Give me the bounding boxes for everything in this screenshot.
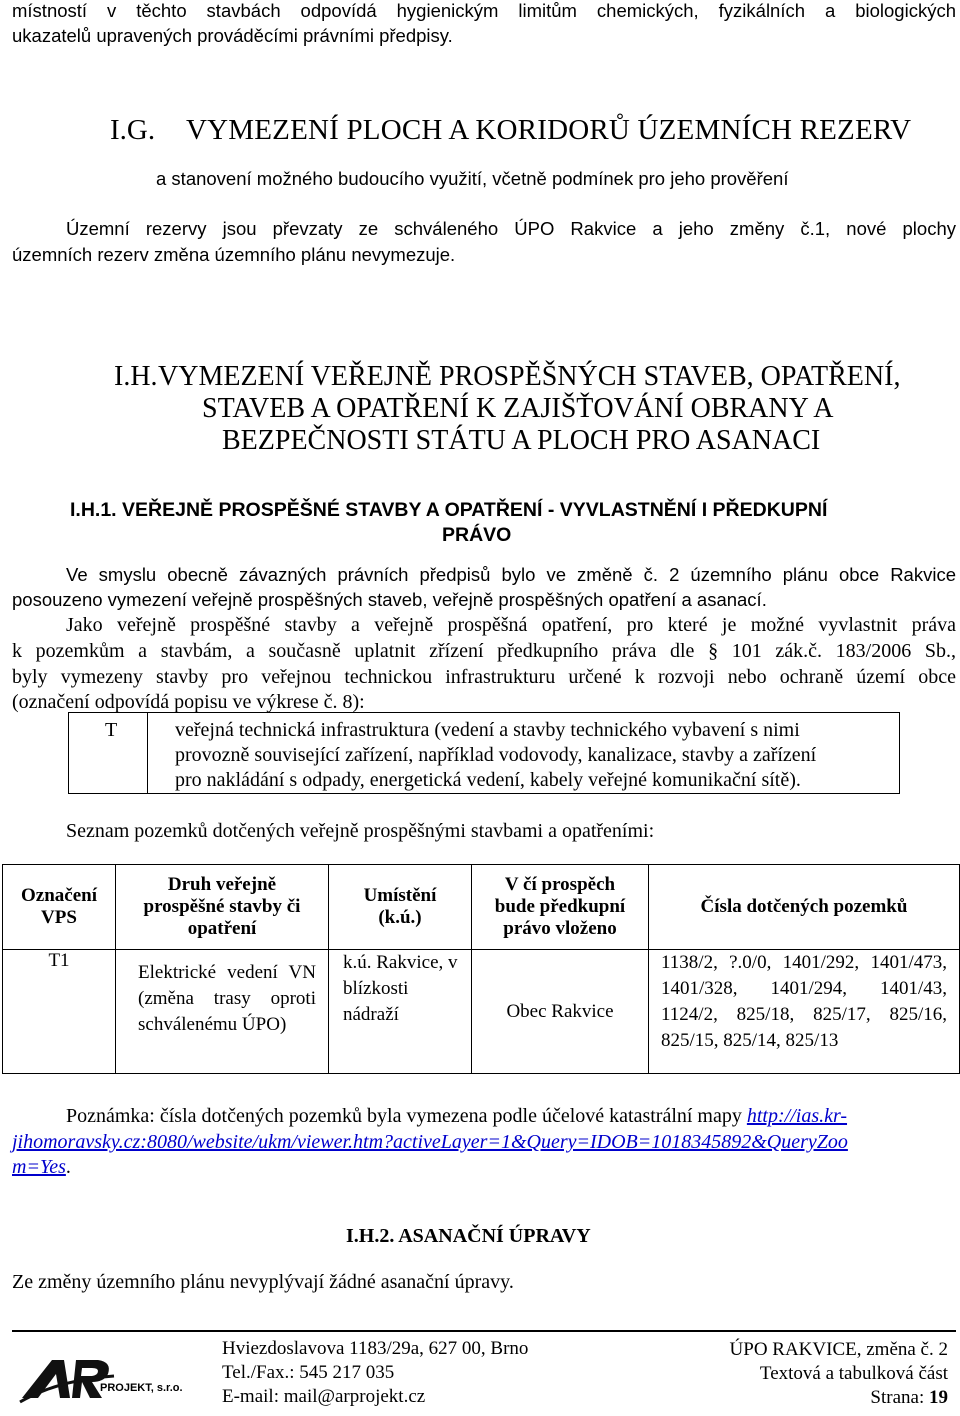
table-row <box>3 950 960 1074</box>
column-header: Umístění (k.ú.) <box>329 865 472 950</box>
note-text <box>66 1105 847 1128</box>
section-number: I.G. <box>110 114 156 146</box>
text-line: ukazatelů upravených prováděcími právními předpisy. <box>12 25 453 46</box>
footer-doc-title: ÚPO RAKVICE, změna č. 2 <box>729 1339 948 1360</box>
text-line: územních rezerv změna územního plánu nevymezuje. <box>12 244 456 265</box>
logo-text: PROJEKT, s.r.o. <box>100 1382 183 1394</box>
table-cell: T1 <box>3 950 116 1074</box>
text-line: (označení odpovídá popisu ve výkrese č. 8): <box>12 691 365 713</box>
footer-document-info <box>730 1338 948 1410</box>
table-cell: 1138/2, ?.0/0, 1401/292, 1401/473, 1401/328, 1401/294, 1401/43, 1124/2, 825/18, 825/17, 825/16, 825/15, 825/14, 825/13 <box>649 950 960 1074</box>
subsection-title: I.H.1. VEŘEJNĚ PROSPĚŠNÉ STAVBY A OPATŘENÍ - VYVLASTNĚNÍ I PŘEDKUPNÍ <box>70 499 828 521</box>
category-description: pro nakládání s odpady, energetická vedení, kabely veřejné komunikační sítě). <box>175 769 801 791</box>
note-end: . <box>65 1156 71 1178</box>
text-line: k pozemkům a stavbám, a současně uplatnit zřízení předkupního práva dle § 101 zák.č. 183/2006 Sb., <box>12 640 956 662</box>
text-line: byly vymezeny stavby pro veřejnou technickou infrastrukturu určené k rozvoji nebo ochraně území obce <box>12 666 956 688</box>
footer-divider <box>12 1330 956 1332</box>
note-text <box>12 1131 848 1154</box>
table-cell: Obec Rakvice <box>472 950 649 1074</box>
text-line: Územní rezervy jsou převzaty ze schváleného ÚPO Rakvice a jeho změny č.1, nové plochy <box>66 218 956 239</box>
category-description: provozně související zařízení, například vodovody, kanalizace, stavby a zařízení <box>175 744 817 766</box>
text-line: místností v těchto stavbách odpovídá hygienickým limitům chemických, fyzikálních a biologických <box>12 0 956 21</box>
section-title: BEZPEČNOSTI STÁTU A PLOCH PRO ASANACI <box>222 425 821 456</box>
subsection-title: PRÁVO <box>442 524 512 546</box>
column-header: V čí prospěch bude předkupní právo vloženo <box>472 865 649 950</box>
text-line: posouzeno vymezení veřejně prospěšných staveb, veřejně prospěšných opatření a asanací. <box>12 589 767 610</box>
footer-email: E-mail: mail@arprojekt.cz <box>222 1386 426 1407</box>
map-link[interactable]: http://ias.kr- <box>746 1105 848 1127</box>
footer-doc-part: Textová a tabulková část <box>759 1363 948 1384</box>
map-link[interactable]: m=Yes <box>12 1156 66 1178</box>
note-text <box>12 1156 71 1179</box>
section-title: VYMEZENÍ PLOCH A KORIDORŮ ÚZEMNÍCH REZERV <box>186 114 912 146</box>
table-cell: Elektrické vedení VN (změna trasy oproti schválenému ÚPO) <box>116 950 329 1074</box>
table-cell: k.ú. Rakvice, v blízkosti nádraží <box>329 950 472 1074</box>
vps-table <box>2 864 960 1074</box>
category-code: T <box>105 719 118 741</box>
table-header-row <box>3 865 960 950</box>
footer-page <box>730 1386 948 1410</box>
section-subtitle: a stanovení možného budoucího využití, včetně podmínek pro jeho prověření <box>156 168 789 189</box>
section-number: I.H. <box>114 361 158 392</box>
map-link[interactable]: jihomoravsky.cz:8080/website/ukm/viewer.htm?activeLayer=1&Query=IDOB=1018345892&QueryZoo <box>12 1131 848 1153</box>
t-category-table <box>68 712 900 794</box>
text-line: Ze změny územního plánu nevyplývají žádné asanační úpravy. <box>12 1271 514 1293</box>
column-header: Druh veřejně prospěšné stavby či opatření <box>116 865 329 950</box>
page-number: 19 <box>929 1387 948 1408</box>
company-logo <box>18 1350 208 1406</box>
section-title: VYMEZENÍ VEŘEJNĚ PROSPĚŠNÝCH STAVEB, OPATŘENÍ, <box>158 361 901 392</box>
page-label: Strana: <box>870 1387 925 1408</box>
footer-address: Hviezdoslavova 1183/29a, 627 00, Brno <box>222 1338 529 1359</box>
text-line: Ve smyslu obecně závazných právních předpisů bylo ve změně č. 2 územního plánu obce Rakvice <box>66 564 956 585</box>
section-title: STAVEB A OPATŘENÍ K ZAJIŠŤOVÁNÍ OBRANY A <box>202 393 834 424</box>
list-intro: Seznam pozemků dotčených veřejně prospěšnými stavbami a opatřeními: <box>66 820 655 842</box>
ar-logo-icon <box>18 1350 208 1406</box>
column-header: Čísla dotčených pozemků <box>649 865 960 950</box>
footer-phone: Tel./Fax.: 545 217 035 <box>222 1362 395 1383</box>
note-label: Poznámka: čísla dotčených pozemků byla vymezena podle účelové katastrální mapy <box>66 1105 742 1127</box>
subsection-title: I.H.2. ASANAČNÍ ÚPRAVY <box>346 1225 591 1247</box>
category-description: veřejná technická infrastruktura (vedení a stavby technického vybavení s nimi <box>175 719 800 741</box>
text-line: Jako veřejně prospěšné stavby a veřejně prospěšná opatření, pro které je možné vyvlastnit práva <box>66 614 956 636</box>
column-header: Označení VPS <box>3 865 116 950</box>
